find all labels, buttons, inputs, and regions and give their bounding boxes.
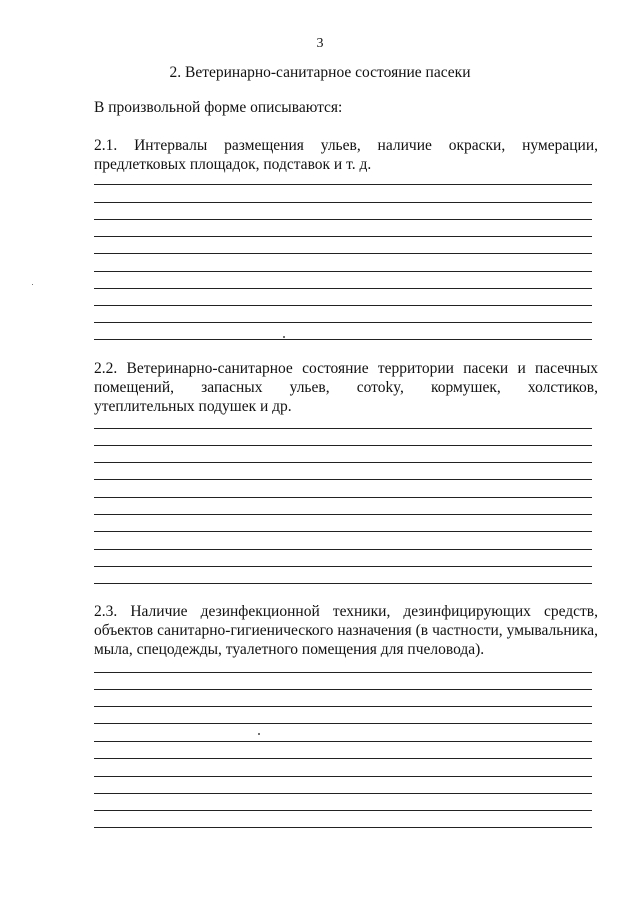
item-2-3-line-3: мыла, спецодежды, туалетного помещения для пчеловода). <box>94 641 485 658</box>
item-2-1-line-2: предлетковых площадок, подставок и т. д. <box>94 156 372 173</box>
writing-line <box>94 776 592 777</box>
writing-line <box>94 322 592 323</box>
writing-line <box>94 462 592 463</box>
writing-line <box>94 288 592 289</box>
writing-line <box>94 497 592 498</box>
writing-line <box>94 339 592 340</box>
writing-line <box>94 793 592 794</box>
section-title: 2. Ветеринарно-санитарное состояние пасеки <box>169 64 471 81</box>
item-2-2-line-3: утеплительных подушек и др. <box>94 398 292 415</box>
item-2-3-line-2: объектов санитарно-гигиенического назначения (в частности, умывальника, <box>94 622 598 639</box>
writing-line <box>94 271 592 272</box>
scan-speck <box>258 733 260 735</box>
scan-speck <box>283 336 285 338</box>
item-2-3-text <box>94 602 598 659</box>
intro-text: В произвольной форме описываются: <box>94 99 343 116</box>
writing-line <box>94 202 592 203</box>
writing-line <box>94 445 592 446</box>
writing-line <box>94 549 592 550</box>
writing-line <box>94 236 592 237</box>
writing-line <box>94 184 592 185</box>
item-2-1-text <box>94 136 598 174</box>
writing-line <box>94 566 592 567</box>
item-2-2-text <box>94 359 598 416</box>
writing-line <box>94 758 592 759</box>
writing-line <box>94 741 592 742</box>
writing-line <box>94 219 592 220</box>
writing-line <box>94 253 592 254</box>
writing-line <box>94 479 592 480</box>
item-2-1-line-1: 2.1. Интервалы размещения ульев, наличие окраски, нумерации, <box>94 137 598 154</box>
writing-line <box>94 531 592 532</box>
item-2-2-line-2: помещений, запасных ульев, сотоky, кормушек, холстиков, <box>94 379 598 396</box>
writing-line <box>94 672 592 673</box>
scan-speck <box>32 284 33 285</box>
writing-line <box>94 706 592 707</box>
writing-line <box>94 689 592 690</box>
writing-line <box>94 428 592 429</box>
writing-line <box>94 723 592 724</box>
writing-line <box>94 583 592 584</box>
writing-line <box>94 305 592 306</box>
writing-line <box>94 827 592 828</box>
item-2-2-line-1: 2.2. Ветеринарно-санитарное состояние территории пасеки и пасечных <box>94 360 598 377</box>
writing-line <box>94 810 592 811</box>
item-2-3-line-1: 2.3. Наличие дезинфекционной техники, дезинфицирующих средств, <box>94 603 598 620</box>
page-number: 3 <box>316 36 324 51</box>
writing-line <box>94 514 592 515</box>
